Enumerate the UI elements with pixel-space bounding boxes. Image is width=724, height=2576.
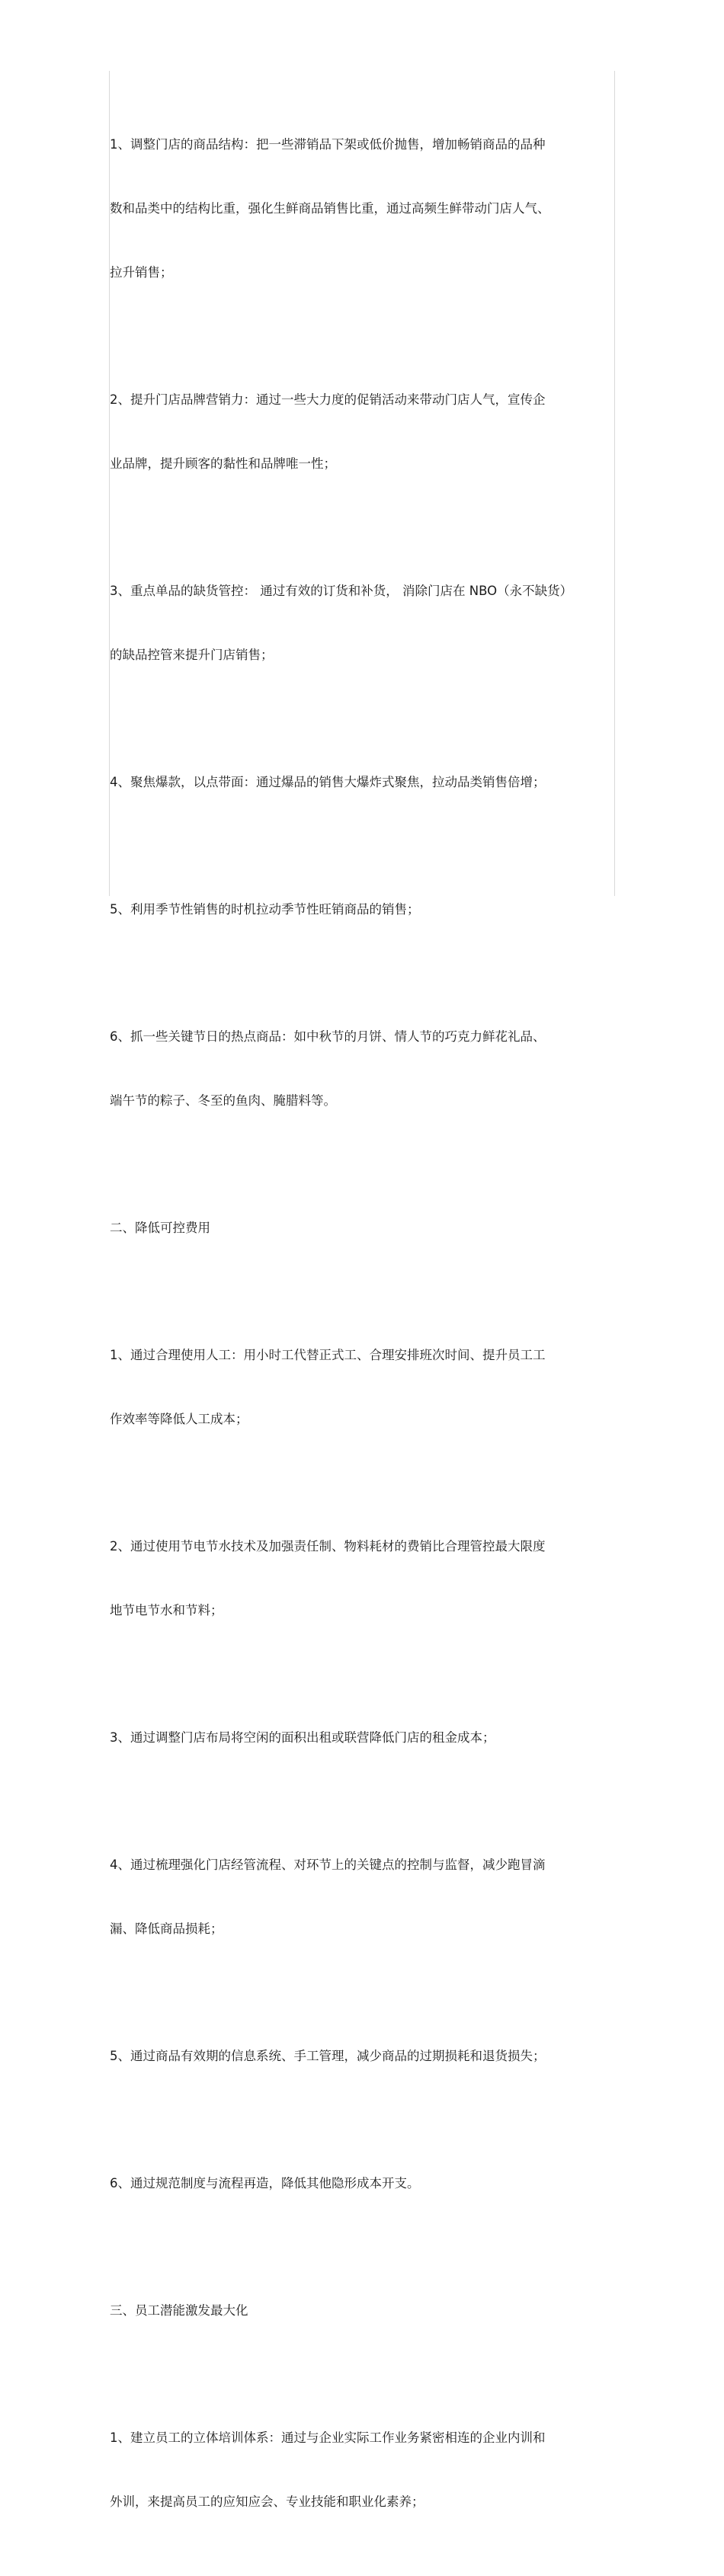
paragraph-1: [110, 91, 620, 326]
text-line: 4、通过梳理强化门店经管流程、对环节上的关键点的控制与监督，减少跑冒滴: [110, 1858, 546, 1872]
text-line: 1、调整门店的商品结构：把一些滞销品下架或低价抛售，增加畅销商品的品种: [110, 137, 546, 152]
text-line: 端午节的粽子、冬至的鱼肉、腌腊料等。: [110, 1093, 336, 1108]
text-line: 1、建立员工的立体培训体系：通过与企业实际工作业务紧密相连的企业内训和: [110, 2430, 546, 2445]
text-line: 3、重点单品的缺货管控： 通过有效的订货和补货， 消除门店在 NBO（永不缺货）: [110, 584, 573, 598]
paragraph-3: [110, 538, 620, 709]
section-heading-2: [110, 1175, 620, 1282]
text-line: 2、通过使用节电节水技术及加强责任制、物料耗材的费销比合理管控最大限度: [110, 1539, 546, 1554]
text-line: 业品牌，提升顾客的黏性和品牌唯一性；: [110, 456, 336, 471]
text-line: 拉升销售；: [110, 265, 173, 280]
text-line: 6、抓一些关键节日的热点商品：如中秋节的月饼、情人节的巧克力鲜花礼品、: [110, 1029, 546, 1044]
text-line: 5、通过商品有效期的信息系统、手工管理，减少商品的过期损耗和退货损失；: [110, 2049, 546, 2063]
paragraph-4: [110, 729, 620, 836]
paragraph-9: [110, 1685, 620, 1791]
paragraph-11: [110, 2003, 620, 2110]
document-body: [110, 91, 620, 2576]
text-line: 2、提升门店品牌营销力：通过一些大力度的促销活动来带动门店人气，宣传企: [110, 392, 546, 407]
paragraph-5: [110, 856, 620, 963]
heading-text: 二、降低可控费用: [110, 1221, 210, 1235]
paragraph-12: [110, 2130, 620, 2237]
text-line: 的缺品控管来提升门店销售；: [110, 648, 274, 662]
paragraph-7: [110, 1302, 620, 1473]
text-line: 3、通过调整门店布局将空闲的面积出租或联营降低门店的租金成本；: [110, 1730, 495, 1745]
text-line: 数和品类中的结构比重，强化生鲜商品销售比重，通过高频生鲜带动门店人气、: [110, 201, 550, 216]
text-line: 漏、降低商品损耗；: [110, 1922, 223, 1936]
paragraph-10: [110, 1812, 620, 1982]
heading-text: 三、员工潜能激发最大化: [110, 2303, 248, 2318]
text-line: 1、通过合理使用人工：用小时工代替正式工、合理安排班次时间、提升员工工: [110, 1348, 546, 1362]
paragraph-8: [110, 1493, 620, 1664]
paragraph-6: [110, 984, 620, 1154]
paragraph-2: [110, 347, 620, 517]
text-line: 4、聚焦爆款，以点带面：通过爆品的销售大爆炸式聚焦，拉动品类销售倍增；: [110, 775, 546, 789]
text-line: 6、通过规范制度与流程再造，降低其他隐形成本开支。: [110, 2176, 420, 2190]
paragraph-13: [110, 2385, 620, 2555]
text-line: 外训，来提高员工的应知应会、专业技能和职业化素养；: [110, 2494, 424, 2509]
text-line: 5、利用季节性销售的时机拉动季节性旺销商品的销售；: [110, 902, 420, 917]
section-heading-3: [110, 2258, 620, 2364]
text-line: 地节电节水和节料；: [110, 1603, 223, 1618]
text-line: 作效率等降低人工成本；: [110, 1412, 248, 1426]
